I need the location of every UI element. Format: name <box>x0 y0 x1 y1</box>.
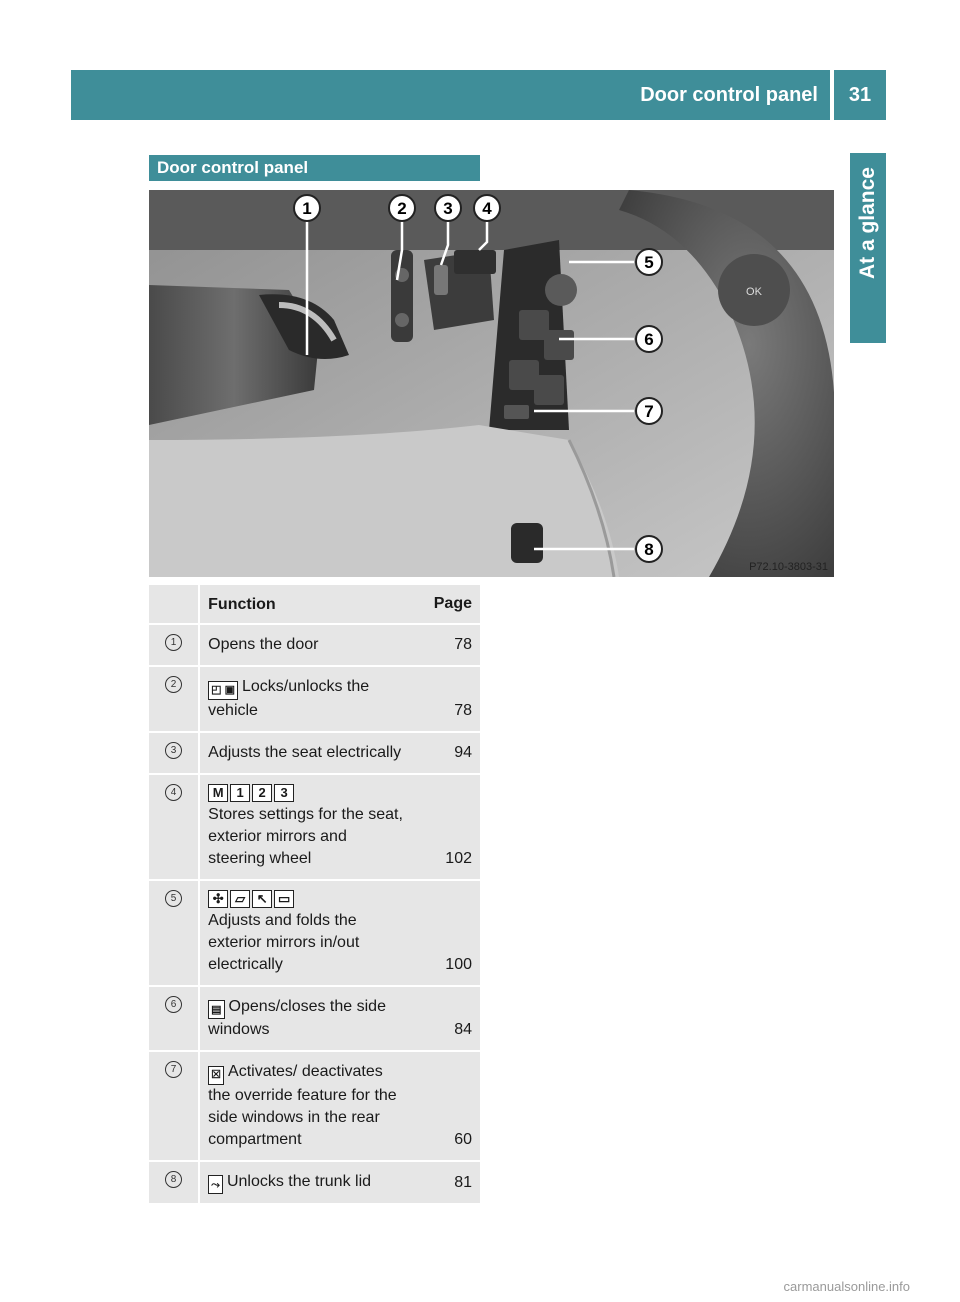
function-text: Activates/ deactivates the override feature for the side windows in the rear compartment <box>208 1063 397 1148</box>
row-number: 6 <box>165 996 182 1013</box>
key-symbol-icon: M <box>208 784 228 802</box>
callout-6: 6 <box>644 330 654 349</box>
key-symbol-icon: 3 <box>274 784 294 802</box>
callout-7: 7 <box>644 402 654 421</box>
door-lower-panel <box>149 425 619 577</box>
mirror-adjust-knob <box>545 274 577 306</box>
side-tab-label: At a glance <box>856 167 879 280</box>
function-symbol-icon: ⤳ <box>208 1175 223 1194</box>
key-symbols <box>208 890 406 908</box>
header-num-cell <box>149 585 200 623</box>
lock-icon <box>395 313 409 327</box>
row-function <box>200 667 410 731</box>
callout-1: 1 <box>302 199 312 218</box>
table-row <box>149 881 480 987</box>
page-header-title: Door control panel <box>640 83 818 106</box>
callout-3: 3 <box>443 199 453 218</box>
door-panel-illustration <box>149 190 834 577</box>
row-number-cell <box>149 1162 200 1204</box>
row-number: 2 <box>165 676 182 693</box>
side-tab-label-wrap <box>850 153 886 343</box>
memory-buttons <box>454 250 496 274</box>
row-function <box>200 1162 410 1204</box>
row-function <box>200 775 410 879</box>
override-switch <box>504 405 529 419</box>
callout-5: 5 <box>644 253 654 272</box>
row-number-cell <box>149 667 200 731</box>
row-function <box>200 733 410 773</box>
key-symbol-icon: ✣ <box>208 890 228 908</box>
seat-adjust-switch <box>434 265 448 295</box>
function-text: Locks/unlocks the vehicle <box>208 678 370 719</box>
row-function <box>200 625 410 665</box>
lock-button-strip <box>391 250 413 342</box>
row-number: 7 <box>165 1061 182 1078</box>
header-function: Function <box>208 596 276 613</box>
window-switch-rear-right <box>534 375 564 405</box>
row-function <box>200 1052 410 1160</box>
table-row <box>149 775 480 881</box>
function-symbol-icon: ◰ ▣ <box>208 681 238 700</box>
header-page: Page <box>433 595 472 612</box>
row-page: 60 <box>454 1130 472 1148</box>
function-text: Adjusts and folds the exterior mirrors in/out electrically <box>208 911 360 973</box>
function-symbol-icon: ☒ <box>208 1066 224 1085</box>
window-switch-front-right <box>544 330 574 360</box>
row-page: 94 <box>454 743 472 761</box>
ok-button-label: OK <box>746 286 762 298</box>
function-text: Opens the door <box>208 636 319 653</box>
table-header-row <box>149 585 480 625</box>
row-page: 78 <box>454 636 472 653</box>
function-symbol-icon: ▤ <box>208 1000 224 1019</box>
key-symbol-icon: ▭ <box>274 890 294 908</box>
callout-4: 4 <box>482 199 492 218</box>
row-number: 3 <box>165 742 182 759</box>
key-symbol-icon: ▱ <box>230 890 250 908</box>
table-row <box>149 987 480 1053</box>
row-page: 100 <box>445 955 472 973</box>
row-function <box>200 881 410 985</box>
function-text: Stores settings for the seat, exterior mirrors and steering wheel <box>208 805 403 867</box>
row-number-cell <box>149 733 200 773</box>
callout-8: 8 <box>644 540 654 559</box>
figure-id: P72.10-3803-31 <box>749 561 828 573</box>
table-row <box>149 1162 480 1206</box>
row-function <box>200 987 410 1051</box>
row-number-cell <box>149 1052 200 1160</box>
row-number: 1 <box>165 634 182 651</box>
row-number-cell <box>149 881 200 985</box>
callout-2: 2 <box>397 199 407 218</box>
table-row <box>149 667 480 733</box>
key-symbol-icon: ↖ <box>252 890 272 908</box>
table-row <box>149 733 480 775</box>
row-number-cell <box>149 625 200 665</box>
page-number: 31 <box>834 70 886 120</box>
table-body <box>149 625 480 1205</box>
row-page: 102 <box>445 849 472 867</box>
section-title: Door control panel <box>149 155 480 181</box>
function-table <box>149 585 480 1205</box>
function-text: Unlocks the trunk lid <box>226 1172 372 1190</box>
door-panel-drawing <box>149 190 834 577</box>
key-symbols <box>208 784 406 802</box>
row-number: 5 <box>165 890 182 907</box>
key-symbol-icon: 2 <box>252 784 272 802</box>
function-text: Opens/closes the side windows <box>208 997 386 1038</box>
function-text: Adjusts the seat electrically <box>208 743 402 761</box>
table-row <box>149 1052 480 1162</box>
table-row <box>149 625 480 667</box>
trunk-release-switch <box>511 523 543 563</box>
row-page: 78 <box>454 701 472 719</box>
footer-watermark: carmanualsonline.info <box>783 1278 910 1294</box>
key-symbol-icon: 1 <box>230 784 250 802</box>
row-number-cell <box>149 987 200 1051</box>
row-page: 81 <box>454 1174 472 1191</box>
row-number: 8 <box>165 1171 182 1188</box>
row-number: 4 <box>165 784 182 801</box>
row-page: 84 <box>454 1021 472 1038</box>
row-number-cell <box>149 775 200 879</box>
